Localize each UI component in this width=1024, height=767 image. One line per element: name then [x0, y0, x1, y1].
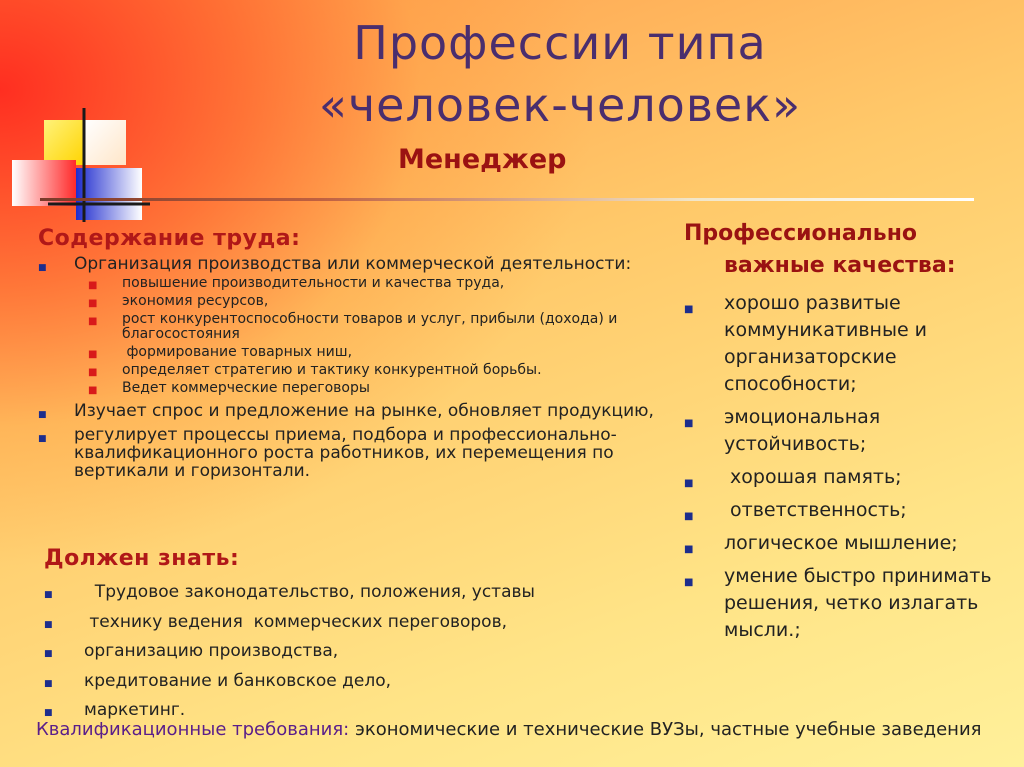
sub-list-item: ■ формирование товарных ниш, [88, 344, 353, 360]
divider-line [40, 198, 974, 201]
page-title: Профессии типа «человек-человек» [318, 16, 802, 132]
qualities-section [684, 218, 1014, 650]
list-item: ■ маркетинг. [44, 700, 535, 730]
sub-list-item: ■ определяет стратегию и тактику конкурентной борьбы. [88, 362, 542, 378]
list-item: ■ Организация производства или коммерческой деятельности: ■ повышение производительности и качества труда, ■ экономия ресурсов, ■ рост конкурентоспособности товаров и услуг, прибыли (дохода) и благосостояния ■ формирование товарных ниш, ■ определяет стратегию и тактику конкурентной борьбы. ■ Ведет коммерческие переговоры [38, 255, 678, 396]
sub-list-item: ■ экономия ресурсов, [88, 293, 269, 309]
list-item: ■ хорошая память; [684, 464, 1014, 491]
square-bullet-icon: ■ [88, 349, 98, 360]
qualification-text: экономические и технические ВУЗы, частные учебные заведения [349, 719, 982, 740]
qualification-label: Квалификационные требования: [36, 719, 350, 740]
square-bullet-icon: ■ [684, 544, 694, 555]
list-item: ■ Трудовое законодательство, положения, уставы [44, 582, 535, 612]
square-bullet-icon: ■ [684, 577, 694, 588]
content-heading: Содержание труда: [38, 226, 301, 251]
list-item: ■ технику ведения коммерческих переговоров, [44, 612, 535, 642]
list-item: ■ регулирует процессы приема, подбора и профессионально-квалификационного роста работников, их перемещения по вертикали и горизонтали. [38, 425, 617, 481]
list-item: ■ эмоциональная устойчивость; [684, 406, 881, 455]
profession-subtitle: Менеджер [398, 144, 567, 175]
list-item: ■ логическое мышление; [684, 530, 1014, 557]
square-bullet-icon: ■ [38, 410, 47, 420]
know-list [44, 582, 535, 730]
square-bullet-icon: ■ [44, 678, 53, 689]
square-bullet-icon: ■ [38, 434, 47, 444]
decorative-squares [0, 0, 160, 230]
list-item: ■ Изучает спрос и предложение на рынке, обновляет продукцию, [38, 402, 678, 420]
sub-list-item: ■ Ведет коммерческие переговоры [88, 380, 370, 396]
list-item: ■ хорошо развитые коммуникативные и организаторские способности; [684, 292, 928, 395]
list-item: ■ организацию производства, [44, 641, 535, 671]
know-heading: Должен знать: [44, 546, 240, 571]
square-bullet-icon: ■ [88, 367, 98, 378]
square-bullet-icon: ■ [88, 298, 98, 309]
square-bullet-icon: ■ [88, 316, 98, 327]
square-bullet-icon: ■ [38, 263, 47, 273]
square-bullet-icon: ■ [684, 478, 694, 489]
list-item: ■ кредитование и банковское дело, [44, 671, 535, 701]
square-bullet-icon: ■ [684, 304, 694, 315]
square-bullet-icon: ■ [684, 511, 694, 522]
sub-list-item: ■ повышение производительности и качества труда, [88, 275, 505, 291]
sub-list [38, 276, 678, 396]
square-bullet-icon: ■ [88, 385, 98, 396]
content-section [38, 226, 678, 480]
square-bullet-icon: ■ [44, 649, 53, 659]
content-list [38, 255, 678, 480]
square-bullet-icon: ■ [684, 418, 694, 429]
qualities-list [684, 290, 1014, 644]
list-item: ■ умение быстро принимать решения, четко излагать мысли.; [684, 565, 992, 641]
square-bullet-icon: ■ [44, 619, 53, 630]
qualities-heading: Профессионально важные качества: [684, 221, 956, 278]
sub-list-item: ■ рост конкурентоспособности товаров и услуг, прибыли (дохода) и благосостояния [88, 311, 618, 342]
square-bullet-icon: ■ [44, 708, 53, 718]
square-bullet-icon: ■ [88, 280, 98, 291]
list-item: ■ ответственность; [684, 497, 1014, 524]
square-bullet-icon: ■ [44, 590, 53, 600]
qualification-requirements [36, 717, 996, 742]
